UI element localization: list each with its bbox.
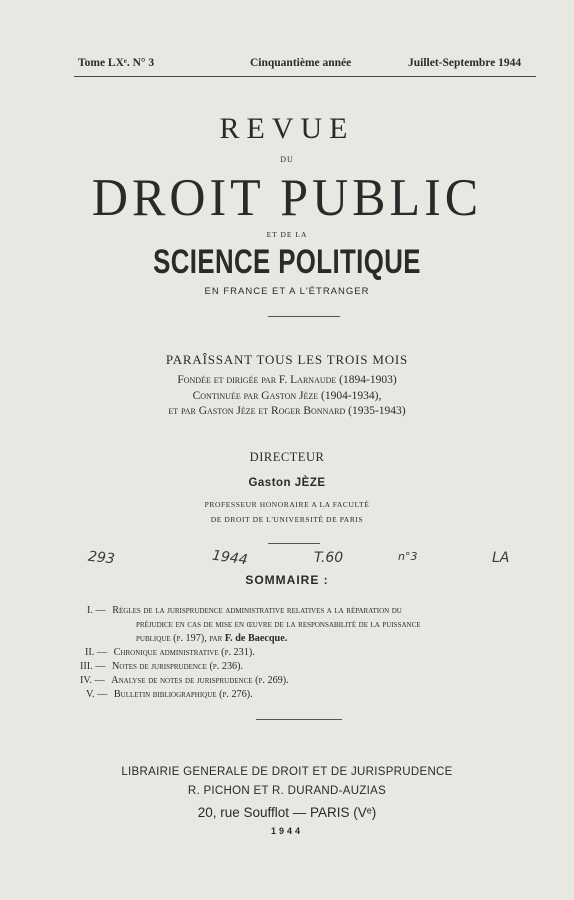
- director-rule: [268, 543, 320, 544]
- title-main: DROIT PUBLIC: [91, 167, 483, 227]
- handwritten-note: n°3: [398, 550, 418, 563]
- handwritten-note: 293: [87, 548, 116, 568]
- year-label: Cinquantième année: [250, 57, 352, 69]
- toc-item: [85, 646, 255, 660]
- toc-item: [80, 660, 243, 674]
- publisher-partners: R. PICHON ET R. DURAND-AUZIAS: [187, 785, 387, 797]
- handwritten-note: 1944: [211, 547, 249, 569]
- continued-line: Continuée par Gaston Jèze (1904-1934),: [192, 390, 382, 402]
- toc-item-number: I. —: [87, 605, 106, 616]
- toc-item: [87, 604, 402, 618]
- director-label: DIRECTEUR: [249, 450, 325, 464]
- toc-item-number: V. —: [86, 689, 108, 700]
- publisher-address: 20, rue Soufflot — PARIS (Vᵉ): [197, 805, 377, 820]
- toc-item-title: Règles de la jurisprudence administrative relatives a la réparation du: [112, 605, 402, 616]
- issue-date: Juillet-Septembre 1944: [408, 57, 522, 69]
- handwritten-note: LA: [492, 550, 510, 566]
- toc-item-title: Analyse de notes de jurisprudence (p. 269).: [111, 675, 289, 686]
- toc-item: [80, 674, 289, 688]
- toc-item: [86, 688, 253, 702]
- toc-item-title: Chronique administrative (p. 231).: [113, 647, 255, 658]
- toc-item-continuation: préjudice en cas de mise en œuvre de la responsabilité de la puissance: [136, 619, 421, 630]
- title-subtitle: EN FRANCE ET A L'ÉTRANGER: [204, 286, 370, 297]
- handwritten-note: T.60: [314, 550, 344, 566]
- publication-frequency: PARAÎSSANT TOUS LES TROIS MOIS: [165, 352, 409, 367]
- title-science-politique: SCIENCE POLITIQUE: [153, 243, 421, 281]
- publication-year: 1944: [270, 826, 304, 836]
- director-name: Gaston JÈZE: [248, 477, 326, 489]
- title-rule: [268, 316, 340, 317]
- director-title-2: DE DROIT DE L'UNIVERSITÉ DE PARIS: [210, 515, 364, 524]
- header-rule: [74, 76, 536, 77]
- director-title-1: PROFESSEUR HONORAIRE A LA FACULTÉ: [204, 500, 370, 509]
- toc-item-author: F. de Baecque.: [224, 633, 288, 644]
- toc-item-title: Bulletin bibliographique (p. 276).: [113, 689, 253, 700]
- toc-item-title: Notes de jurisprudence (p. 236).: [112, 661, 244, 672]
- publisher-name: LIBRAIRIE GENERALE DE DROIT ET DE JURISPRUDENCE: [121, 766, 453, 778]
- toc-item-number: II. —: [85, 647, 108, 658]
- toc-item-continuation: [136, 632, 287, 646]
- title-revue: REVUE: [219, 112, 355, 145]
- title-et-de-la: ET DE LA: [266, 230, 308, 239]
- co-direction-line: et par Gaston Jèze et Roger Bonnard (1935-1943): [168, 405, 406, 417]
- toc-item-number: III. —: [80, 661, 106, 672]
- toc-item-number: IV. —: [80, 675, 105, 686]
- toc-item-title: publique (p. 197), par: [136, 633, 223, 644]
- sommaire-heading: SOMMAIRE :: [245, 573, 329, 587]
- volume-number: Tome LXᵉ. N° 3: [78, 57, 155, 69]
- sommaire-rule: [256, 719, 342, 720]
- founded-line: Fondée et dirigée par F. Larnaude (1894-1903): [177, 374, 397, 386]
- title-du: DU: [280, 155, 294, 164]
